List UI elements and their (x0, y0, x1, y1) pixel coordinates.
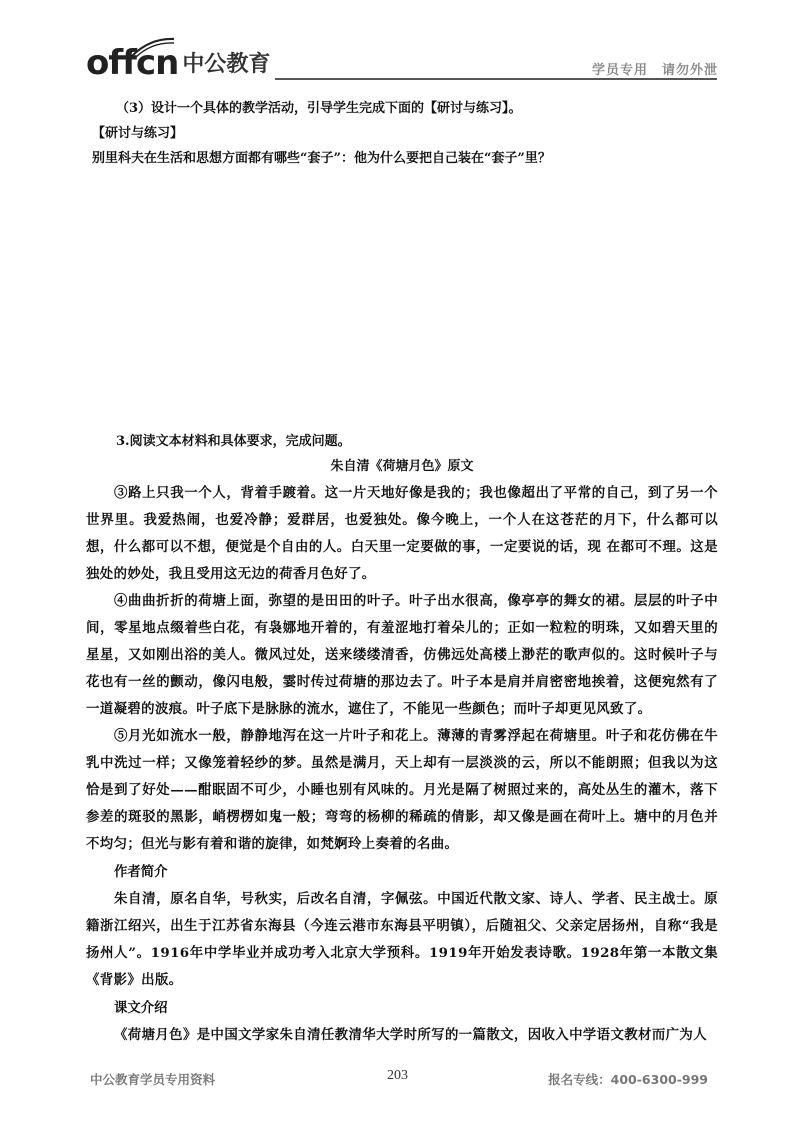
practice-heading: 【研讨与练习】 (92, 126, 184, 141)
author-text: 朱自清，原名自华，号秋实，后改名自清，字佩弦。中国近代散文家、诗人、学者、民主战士。原籍浙江绍兴，出生于江苏省东海县（今连云港市东海县平明镇），后随祖父、父亲定居扬州，自称“我是扬州人”。1916年中学毕业并成功考入北京大学预科。1919年开始发表诗歌。1928年第一本散文集《背影》出版。 (86, 891, 718, 988)
page-footer (0, 1066, 800, 1096)
header-confidential-note: 学员专用 请勿外泄 (591, 63, 718, 78)
paragraph-4: ④曲曲折折的荷塘上面，弥望的是田田的叶子。叶子出水很高，像亭亭的舞女的裙。层层的叶子中间，零星地点缀着些白花，有袅娜地开着的，有羞涩地打着朵儿的；正如一粒粒的明珠，又如碧天里的星星，又如刚出浴的美人。微风过处，送来缕缕清香，仿佛远处高楼上渺茫的歌声似的。这时候叶子与花也有一丝的颤动，像闪电般，霎时传过荷塘的那边去了。叶子本是肩并肩密密地挨着，这便宛然有了一道凝碧的波痕。叶子底下是脉脉的流水，遮住了，不能见一些颜色；而叶子却更见风致了。 (86, 593, 718, 717)
author-heading: 作者简介 (114, 864, 168, 880)
paragraph-3: ③路上只我一个人，背着手踱着。这一片天地好像是我的；我也像超出了平常的自己，到了另一个世界里。我爱热闹，也爱冷静；爱群居，也爱独处。像今晚上，一个人在这苍茫的月下，什么都可以想，什么都可以不想，便觉是个自由的人。白天里一定要做的事，一定要说的话，现 在都可不理。这是独处的妙处，我且受用这无边的荷香月色好了。 (86, 485, 718, 582)
footer-label: 中公教育学员专用资料 (90, 1072, 216, 1087)
logo-wordmark: offcn (86, 43, 179, 83)
intro-heading: 课文介绍 (114, 1000, 168, 1016)
footer-hotline: 报名专线：400-6300-999 (548, 1072, 708, 1087)
offcn-logo (86, 42, 271, 83)
page-content (86, 96, 718, 1049)
text-title: 朱自清《荷塘月色》原文 (330, 459, 474, 474)
header-rule (275, 78, 717, 80)
logo-swoosh-icon (130, 36, 176, 58)
page-header (0, 0, 800, 90)
paragraph-5: ⑤月光如流水一般，静静地泻在这一片叶子和花上。薄薄的青雾浮起在荷塘里。叶子和花仿佛在牛乳中洗过一样；又像笼着轻纱的梦。虽然是满月，天上却有一层淡淡的云，所以不能朗照；但我以为这恰是到了好处——酣眠固不可少，小睡也别有风味的。月光是隔了树照过来的，高处丛生的灌木，落下参差的斑驳的黑影，峭楞楞如鬼一般；弯弯的杨柳的稀疏的倩影，却又像是画在荷叶上。塘中的月色并不均匀；但光与影有着和谐的旋律，如梵婀玲上奏着的名曲。 (86, 728, 718, 852)
task-3-heading: 3.阅读文本材料和具体要求，完成问题。 (116, 434, 351, 449)
practice-question: 别里科夫在生活和思想方面都有哪些“套子”：他为什么要把自己装在“套子”里？ (92, 151, 551, 166)
logo-chinese-name: 中公教育 (182, 52, 271, 77)
intro-text: 《荷塘月色》是中国文学家朱自清任教清华大学时所写的一篇散文，因收入中学语文教材而广为人 (114, 1027, 707, 1043)
question-3-text: （3）设计一个具体的教学活动，引导学生完成下面的【研讨与练习】。 (116, 101, 522, 116)
answer-blank-space (86, 171, 718, 429)
page-number: 203 (387, 1068, 408, 1083)
